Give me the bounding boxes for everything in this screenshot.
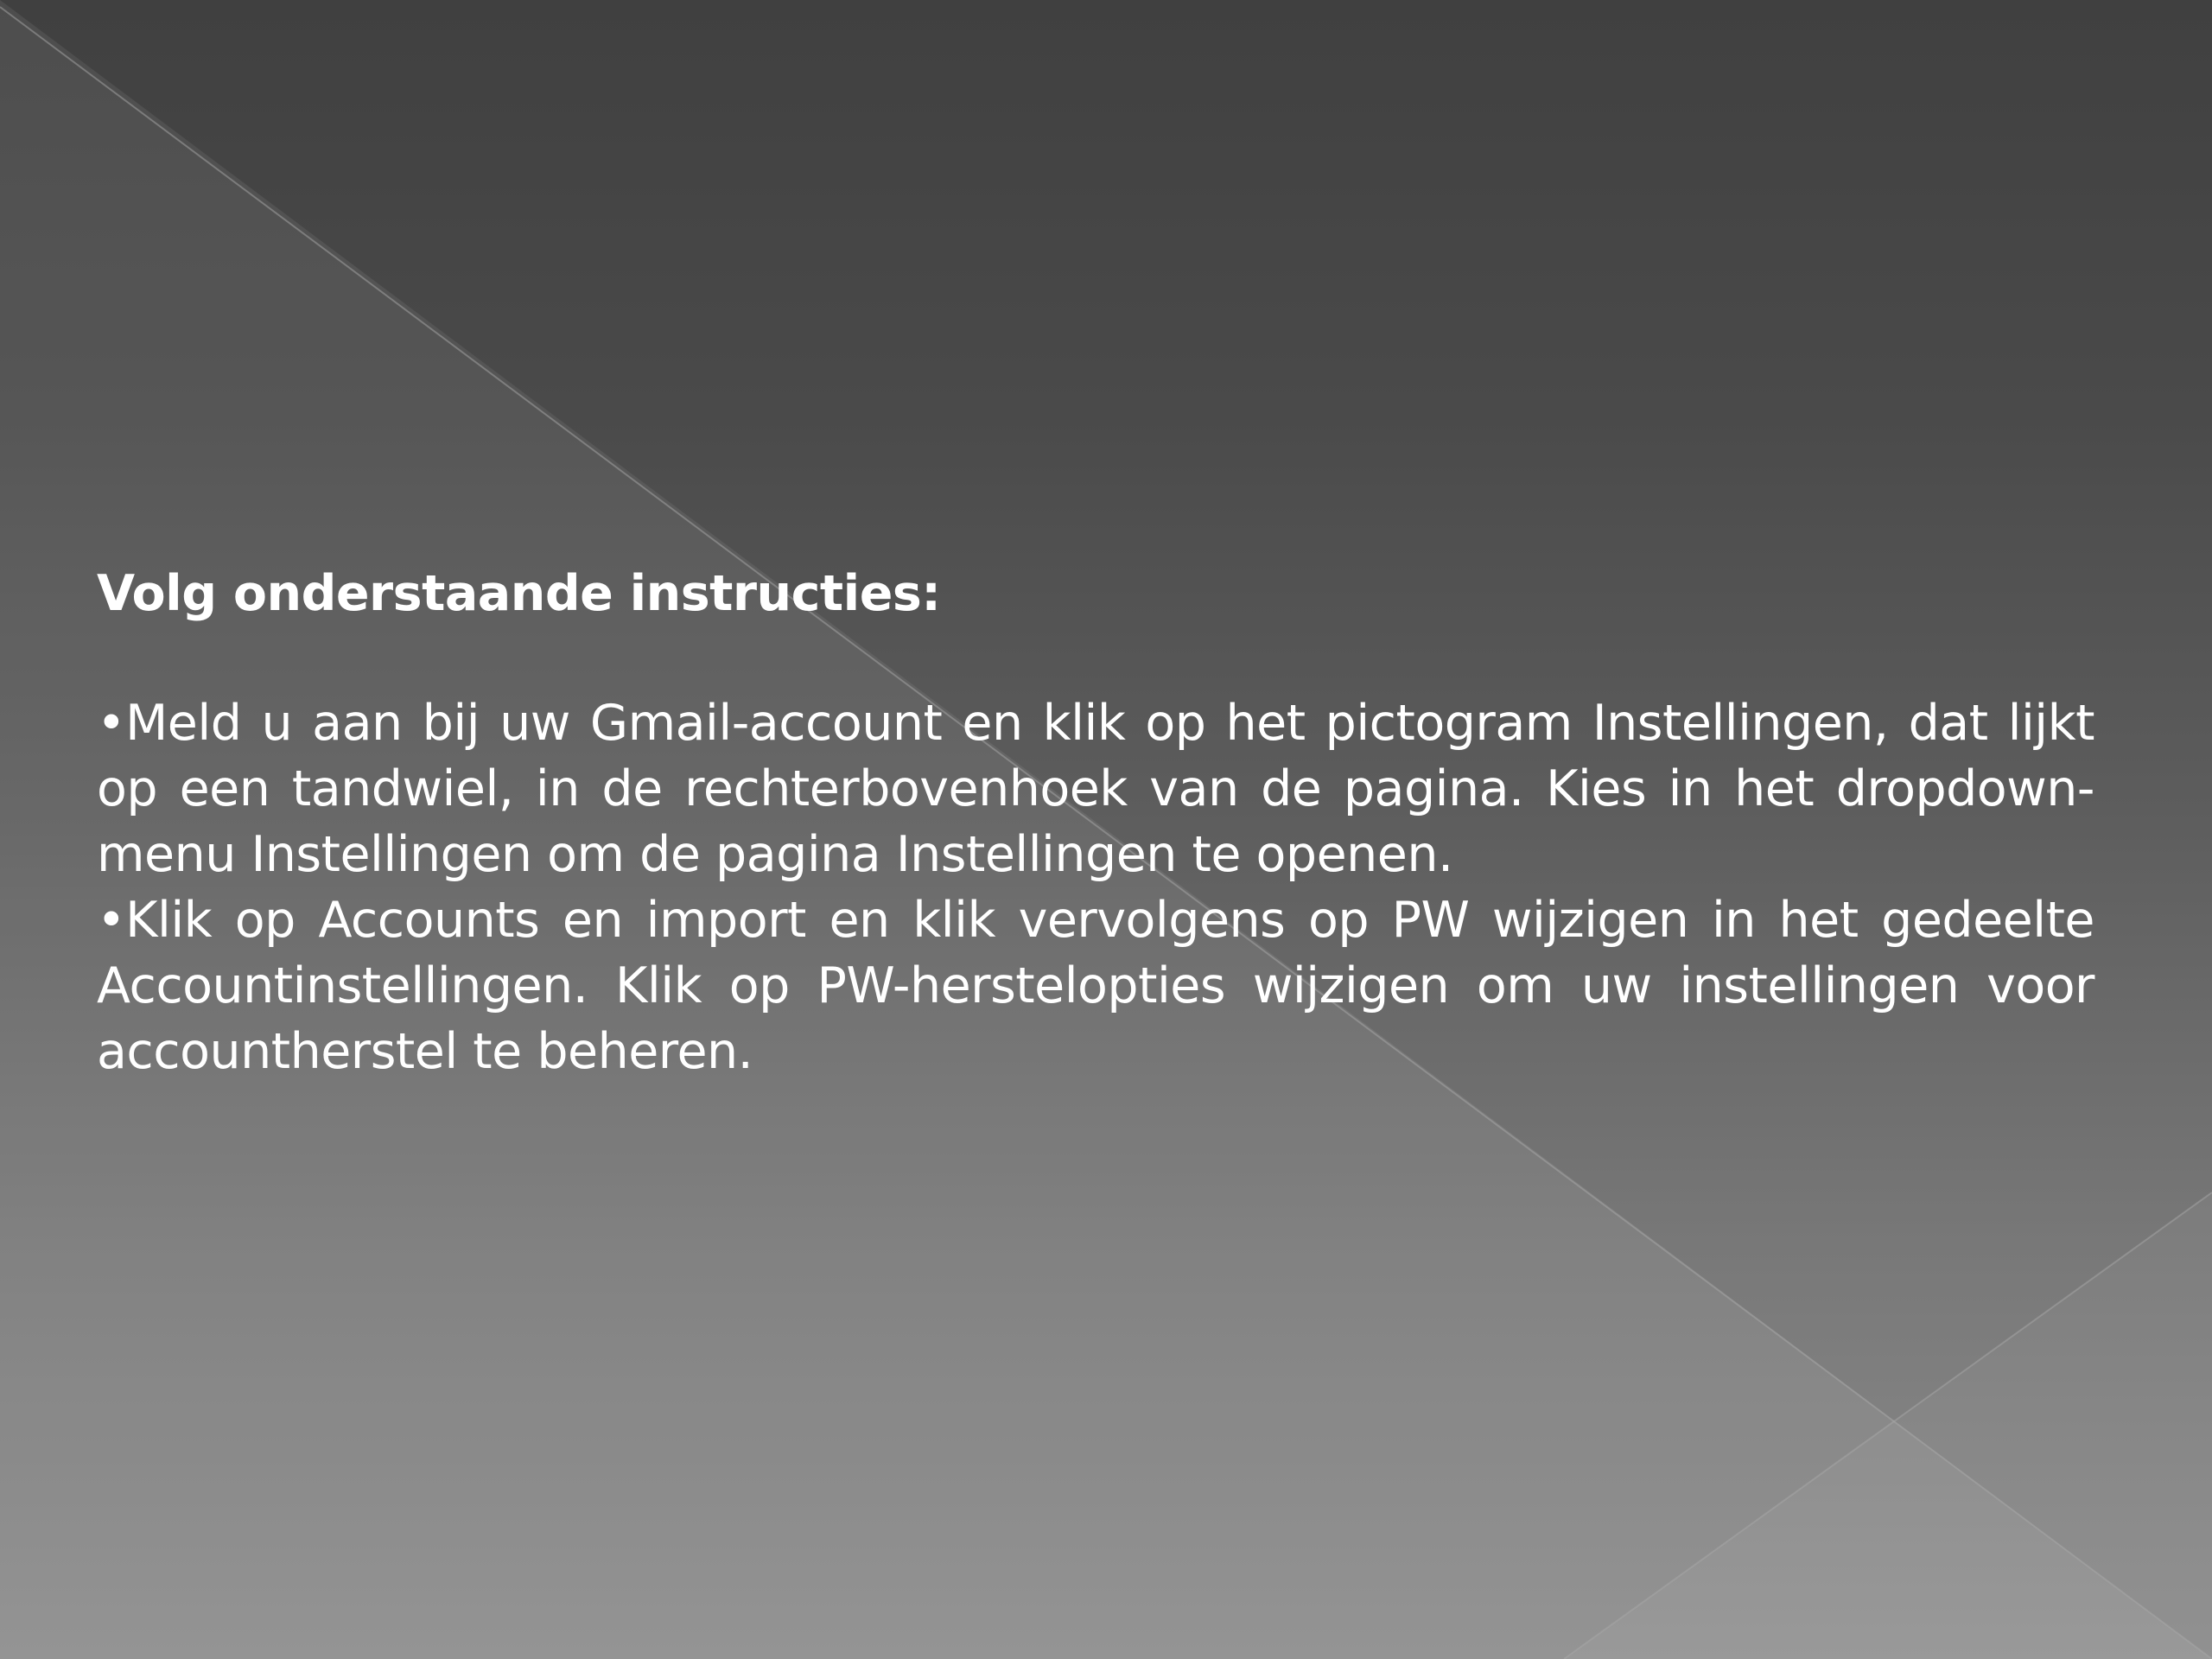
slide-content [97, 557, 2094, 1084]
instruction-bullet-1: •Meld u aan bij uw Gmail-account en klik op het pictogram Instellingen, dat lijkt op een tandwiel, in de rechterbovenhoek van de pagina. Kies in het dropdown-menu Instellingen om de pagina Instellingen te openen. [97, 695, 2094, 883]
instructions-heading: Volg onderstaande instructies: [97, 565, 941, 622]
spacer [97, 630, 2094, 690]
instruction-bullet-2: •Klik op Accounts en import en klik vervolgens op PW wijzigen in het gedeelte Accountinstellingen. Klik op PW-herstelopties wijzigen om uw instellingen voor accountherstel te beheren. [97, 892, 2094, 1080]
